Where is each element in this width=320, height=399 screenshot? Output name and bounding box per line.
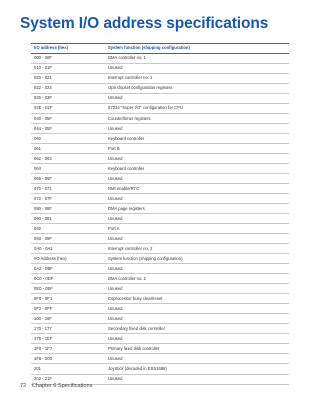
table-row [31,264,289,274]
io-address-cell: 022 - 024 [31,84,105,94]
chapter-label: Chapter 6 Specifications [31,383,93,389]
io-address-cell: 201 [31,364,105,374]
column-header-io-address: I/O address (hex) [31,44,105,54]
system-function-cell: System function (shipping configuration) [105,254,289,264]
table-row [31,324,289,334]
io-address-cell: 0C0 - 0DF [31,274,105,284]
system-function-cell: Unused [105,374,289,384]
system-function-cell: Unused [105,124,289,134]
io-address-cell: 040 - 05F [31,114,105,124]
table-row [31,174,289,184]
system-function-cell: Unused [105,314,289,324]
table-row [31,214,289,224]
system-function-cell: Port B [105,144,289,154]
table-row [31,114,289,124]
io-address-cell: 010 - 01F [31,64,105,74]
table-row [31,164,289,174]
system-function-cell: Unused [105,214,289,224]
system-function-cell: Unused [105,304,289,314]
table-row [31,274,289,284]
io-address-cell: 0F2 - 0FF [31,304,105,314]
system-function-cell: Primary fixed disk controller [105,344,289,354]
table-row [31,234,289,244]
io-address-cell: 0F0 - 0F1 [31,294,105,304]
page-footer [20,383,92,389]
io-address-cell: 1F0 - 1F7 [31,344,105,354]
io-address-cell: 080 - 08F [31,204,105,214]
io-address-cell: 072 - 07F [31,194,105,204]
table-header-row [31,44,289,54]
table-row [31,354,289,364]
table-row [31,364,289,374]
io-address-cell: 044 - 05F [31,124,105,134]
table-body [31,54,289,385]
io-address-cell: 093 - 09F [31,234,105,244]
page-title: System I/O address specifications [20,15,269,32]
io-address-cell: I/O Address (hex) [31,254,105,264]
table-row [31,84,289,94]
system-function-cell: DMA controller no. 1 [105,54,289,64]
system-function-cell: Unused [105,354,289,364]
system-function-cell: Unused [105,174,289,184]
table-row [31,54,289,64]
table-row [31,104,289,114]
system-function-cell: Unused [105,94,289,104]
system-function-cell: Interrupt controller no. 1 [105,74,289,84]
table-row [31,334,289,344]
io-address-cell: 092 [31,224,105,234]
table-row [31,94,289,104]
page-number: 72 [20,383,27,389]
table-row [31,74,289,84]
system-function-cell: DMA controller no. 2 [105,274,289,284]
system-function-cell: Counter/timer registers [105,114,289,124]
table-row [31,224,289,234]
io-address-cell: 090 - 091 [31,214,105,224]
io-address-cell: 100 - 16F [31,314,105,324]
io-address-cell: 1F8 - 200 [31,354,105,364]
io-address-cell: 065 - 06F [31,174,105,184]
system-function-cell: Keyboard controller [105,134,289,144]
io-address-cell: 020 - 021 [31,74,105,84]
io-address-cell: 0A2 - 0BF [31,264,105,274]
table-row [31,124,289,134]
io-address-cell: 061 [31,144,105,154]
io-address-cell: 170 - 177 [31,324,105,334]
system-function-cell: Unused [105,264,289,274]
table-row [31,304,289,314]
system-function-cell: Unused [105,234,289,244]
table-row [31,344,289,354]
table-row [31,204,289,214]
table-row [31,194,289,204]
io-address-cell: 178 - 1EF [31,334,105,344]
system-function-cell: Unused [105,154,289,164]
system-function-cell: Opti chipset configuration registers [105,84,289,94]
system-function-cell: Port A [105,224,289,234]
table-row [31,144,289,154]
io-address-cell: 000 - 00F [31,54,105,64]
io-address-cell: 064 [31,164,105,174]
io-address-cell: 0E0 - 0EF [31,284,105,294]
table-row [31,154,289,164]
system-function-cell: Unused [105,194,289,204]
system-function-cell: NMI enable/RTC [105,184,289,194]
io-address-cell: 0A0 - 0A1 [31,244,105,254]
table-row [31,184,289,194]
table-row [31,284,289,294]
io-address-table [31,43,289,385]
system-function-cell: Secondary fixed disk controller [105,324,289,334]
io-address-cell: 202 - 21F [31,374,105,384]
table-row [31,244,289,254]
system-function-cell: Unused [105,64,289,74]
table-row [31,64,289,74]
system-function-cell: Unused [105,334,289,344]
system-function-cell: JoyStick (decoded in ESS1688) [105,364,289,374]
io-address-cell: 02E - 02F [31,104,105,114]
table-row [31,294,289,304]
io-address-cell: 060 [31,134,105,144]
table-row [31,254,289,264]
table-row [31,314,289,324]
system-function-cell: 87334 "Super I/O" configuration for CPU [105,104,289,114]
system-function-cell: Keyboard controller [105,164,289,174]
system-function-cell: Interrupt controller no. 2 [105,244,289,254]
system-function-cell: Coprocessor busy clear/reset [105,294,289,304]
system-function-cell: Unused [105,284,289,294]
io-address-cell: 062 - 063 [31,154,105,164]
system-function-cell: DMA page registers [105,204,289,214]
table-row [31,134,289,144]
column-header-system-function: System function (shipping configuration) [105,44,289,54]
io-address-cell: 025 - 03F [31,94,105,104]
io-address-cell: 070 - 071 [31,184,105,194]
